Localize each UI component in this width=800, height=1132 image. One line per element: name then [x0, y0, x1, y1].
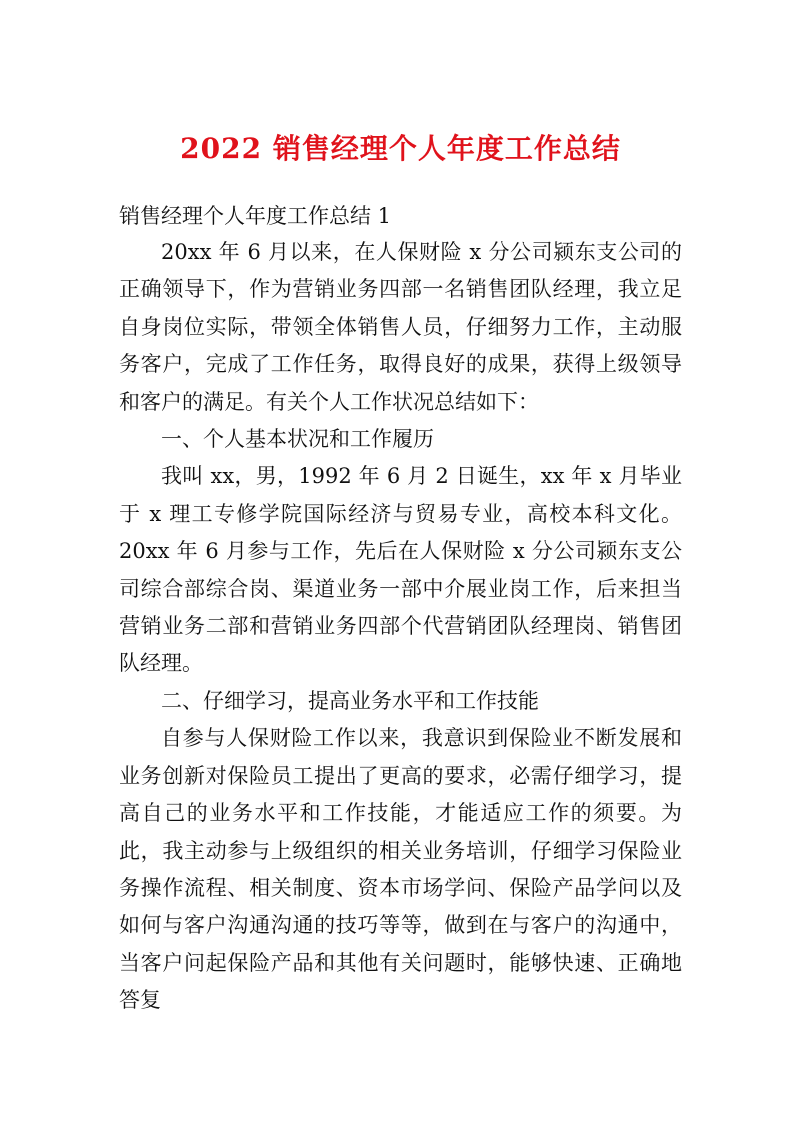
section-subtitle: 销售经理个人年度工作总结 1 — [119, 204, 392, 228]
section-heading-study: 二、仔细学习，提高业务水平和工作技能 — [161, 688, 539, 713]
document-title: 2022 销售经理个人年度工作总结 — [180, 132, 621, 165]
section-heading-basic-info: 一、个人基本状况和工作履历 — [161, 427, 434, 452]
intro-paragraph: 20xx 年 6 月以来，在人保财险 x 分公司颍东支公司的正确领导下，作为营销业务四部一名销售团队经理，我立足自身岗位实际，带领全体销售人员，仔细努力工作，主动服务客户，完成了工作任务，取得良好的成果，获得上级领导和客户的满足。有关个人工作状况总结如下： — [119, 240, 682, 414]
study-paragraph: 自参与人保财险工作以来，我意识到保险业不断发展和业务创新对保险员工提出了更高的要求，必需仔细学习，提高自己的业务水平和工作技能，才能适应工作的须要。为此，我主动参与上级组织的相关业务培训，仔细学习保险业务操作流程、相关制度、资本市场学问、保险产品学问以及如何与客户沟通沟通的技巧等等，做到在与客户的沟通中，当客户问起保险产品和其他有关问题时，能够快速、正确地答复 — [119, 726, 682, 1013]
basic-info-paragraph: 我叫 xx，男，1992 年 6 月 2 日诞生，xx 年 x 月毕业于 x 理工专修学院国际经济与贸易专业，高校本科文化。20xx 年 6 月参与工作，先后在人保财险 x 分公司颍东支公司综合部综合岗、渠道业务一部中介展业岗工作，后来担当营销业务二部和营销业务四部个代营销团队经理岗、销售团队经理。 — [119, 464, 682, 676]
